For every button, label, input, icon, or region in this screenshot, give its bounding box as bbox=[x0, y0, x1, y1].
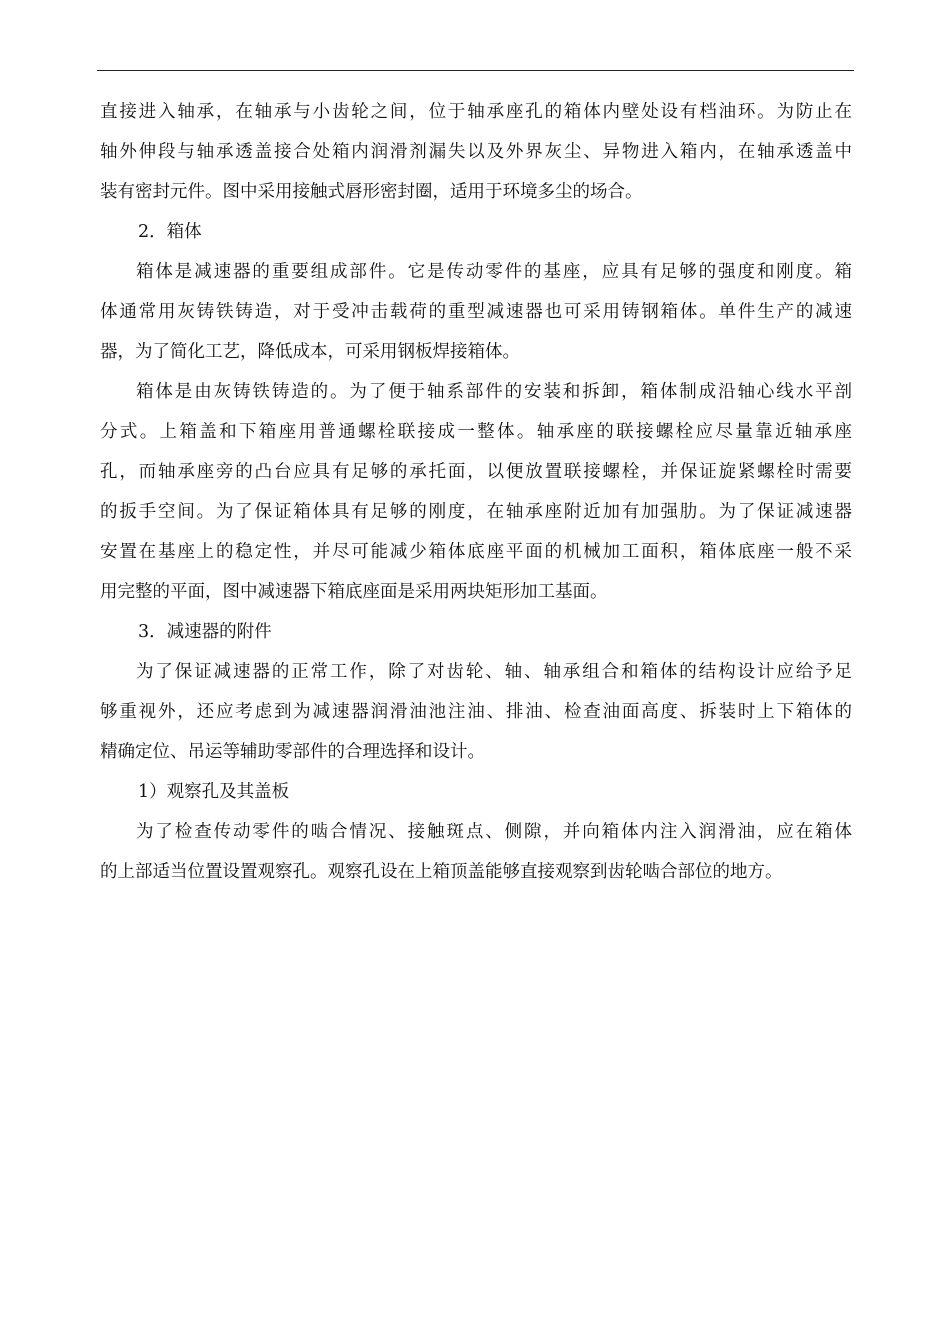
text-line: 安置在基座上的稳定性，并尽可能减少箱体底座平面的机械加工面积，箱体底座一般不采 bbox=[100, 542, 852, 562]
subsection-heading-inspection-hole: 1）观察孔及其盖板 bbox=[138, 782, 290, 802]
text-line: 箱体是由灰铸铁铸造的。为了便于轴系部件的安装和拆卸，箱体制成沿轴心线水平剖 bbox=[136, 382, 852, 402]
text-line: 的扳手空间。为了保证箱体具有足够的刚度，在轴承座附近加有加强肋。为了保证减速器 bbox=[100, 502, 852, 522]
text-line: 为了保证减速器的正常工作，除了对齿轮、轴、轴承组合和箱体的结构设计应给予足 bbox=[136, 662, 852, 682]
text-line: 的上部适当位置设置观察孔。观察孔设在上箱顶盖能够直接观察到齿轮啮合部位的地方。 bbox=[100, 862, 783, 882]
text-line: 分式。上箱盖和下箱座用普通螺栓联接成一整体。轴承座的联接螺栓应尽量靠近轴承座 bbox=[100, 422, 852, 442]
text-line: 用完整的平面，图中减速器下箱底座面是采用两块矩形加工基面。 bbox=[100, 582, 608, 602]
text-line: 为了检查传动零件的啮合情况、接触斑点、侧隙，并向箱体内注入润滑油，应在箱体 bbox=[136, 822, 852, 842]
text-line: 器，为了简化工艺，降低成本，可采用钢板焊接箱体。 bbox=[100, 342, 520, 362]
section-heading-housing: 2．箱体 bbox=[138, 222, 202, 242]
paragraph-housing-intro bbox=[100, 252, 852, 372]
paragraph-inspection-hole bbox=[100, 812, 852, 892]
text-line: 直接进入轴承，在轴承与小齿轮之间，位于轴承座孔的箱体内壁处设有档油环。为防止在 bbox=[100, 102, 852, 122]
paragraph-housing-structure bbox=[100, 372, 852, 612]
text-line: 体通常用灰铸铁铸造，对于受冲击载荷的重型减速器也可采用铸钢箱体。单件生产的减速 bbox=[100, 302, 852, 322]
text-line: 精确定位、吊运等辅助零部件的合理选择和设计。 bbox=[100, 742, 485, 762]
text-line: 轴外伸段与轴承透盖接合处箱内润滑剂漏失以及外界灰尘、异物进入箱内，在轴承透盖中 bbox=[100, 142, 852, 162]
paragraph-accessories bbox=[100, 652, 852, 772]
text-line: 孔，而轴承座旁的凸台应具有足够的承托面，以便放置联接螺栓，并保证旋紧螺栓时需要 bbox=[100, 462, 852, 482]
document-body bbox=[100, 92, 852, 892]
section-heading-accessories: 3．减速器的附件 bbox=[138, 622, 272, 642]
text-line: 箱体是减速器的重要组成部件。它是传动零件的基座，应具有足够的强度和刚度。箱 bbox=[136, 262, 852, 282]
paragraph-oil-seal bbox=[100, 92, 852, 212]
text-line: 装有密封元件。图中采用接触式唇形密封圈，适用于环境多尘的场合。 bbox=[100, 182, 643, 202]
header-rule bbox=[97, 70, 854, 71]
text-line: 够重视外，还应考虑到为减速器润滑油池注油、排油、检查油面高度、拆装时上下箱体的 bbox=[100, 702, 852, 722]
